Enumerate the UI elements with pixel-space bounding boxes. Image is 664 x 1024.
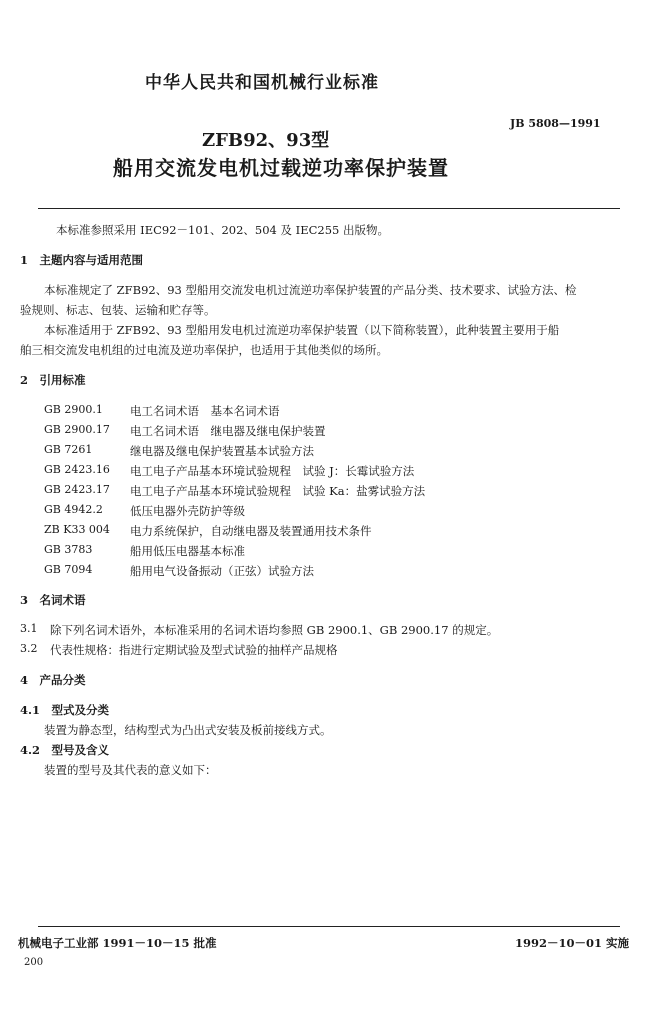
section1-para2-line2: 舶三相交流发电机组的过电流及逆功率保护，也适用于其他类似的场所。 [20, 343, 388, 357]
reference-title: 继电器及继电保护装置基本试验方法 [130, 444, 314, 458]
reference-code: GB 7094 [44, 563, 93, 576]
section3-heading: 3 名词术语 [20, 593, 86, 607]
reference-title: 低压电器外壳防护等级 [130, 504, 245, 518]
section1-para2-line1: 本标准适用于 ZFB92、93 型船用发电机过流逆功率保护装置（以下简称装置），此种装置主要用于船 [44, 323, 560, 337]
reference-code: GB 3783 [44, 543, 93, 556]
implementation-date: 1992－10－01 实施 [515, 936, 630, 950]
intro-paragraph: 本标准参照采用 IEC92－101、202、504 及 IEC255 出版物。 [56, 223, 390, 237]
reference-code: GB 2900.17 [44, 423, 110, 436]
subsection-4-1-text: 装置为静态型，结构型式为凸出式安装及板前接线方式。 [44, 723, 332, 737]
clause-text: 除下列名词术语外，本标准采用的名词术语均参照 GB 2900.1、GB 2900.17 的规定。 [50, 623, 499, 637]
reference-code: ZB K33 004 [44, 523, 110, 536]
subsection-4-2-text: 装置的型号及其代表的意义如下： [44, 763, 217, 777]
reference-title: 电力系统保护，自动继电器及装置通用技术条件 [130, 524, 372, 538]
reference-code: GB 7261 [44, 443, 93, 456]
footer-divider [38, 926, 620, 927]
reference-title: 电工名词术语 基本名词术语 [130, 404, 280, 418]
clause-text: 代表性规格：指进行定期试验及型式试验的抽样产品规格 [50, 643, 338, 657]
subsection-4-1-heading: 4.1 型式及分类 [20, 703, 110, 717]
reference-title: 电工名词术语 继电器及继电保护装置 [130, 424, 326, 438]
document-title-line2: 船用交流发电机过载逆功率保护装置 [113, 156, 449, 180]
reference-title: 船用电气设备振动（正弦）试验方法 [130, 564, 314, 578]
subsection-4-2-heading: 4.2 型号及含义 [20, 743, 110, 757]
standard-category-title: 中华人民共和国机械行业标准 [145, 73, 379, 93]
section2-heading: 2 引用标准 [20, 373, 86, 387]
clause-number: 3.2 [20, 642, 38, 655]
clause-number: 3.1 [20, 622, 38, 635]
reference-title: 电工电子产品基本环境试验规程 试验 J：长霉试验方法 [130, 464, 415, 478]
section1-para1-line2: 验规则、标志、包装、运输和贮存等。 [20, 303, 216, 317]
page-number: 200 [24, 957, 44, 968]
reference-code: GB 2900.1 [44, 403, 103, 416]
standard-number: JB 5808—1991 [510, 117, 601, 130]
section1-heading: 1 主题内容与适用范围 [20, 253, 144, 267]
reference-title: 船用低压电器基本标准 [130, 544, 245, 558]
approval-date: 机械电子工业部 1991－10－15 批准 [18, 936, 217, 950]
section1-para1-line1: 本标准规定了 ZFB92、93 型船用交流发电机过流逆功率保护装置的产品分类、技术要求、试验方法、检 [44, 283, 577, 297]
document-title-line1: ZFB92、93型 [202, 130, 330, 151]
reference-code: GB 4942.2 [44, 503, 103, 516]
reference-code: GB 2423.17 [44, 483, 110, 496]
title-divider [38, 208, 620, 209]
section4-heading: 4 产品分类 [20, 673, 86, 687]
reference-title: 电工电子产品基本环境试验规程 试验 Ka：盐雾试验方法 [130, 484, 426, 498]
reference-code: GB 2423.16 [44, 463, 110, 476]
